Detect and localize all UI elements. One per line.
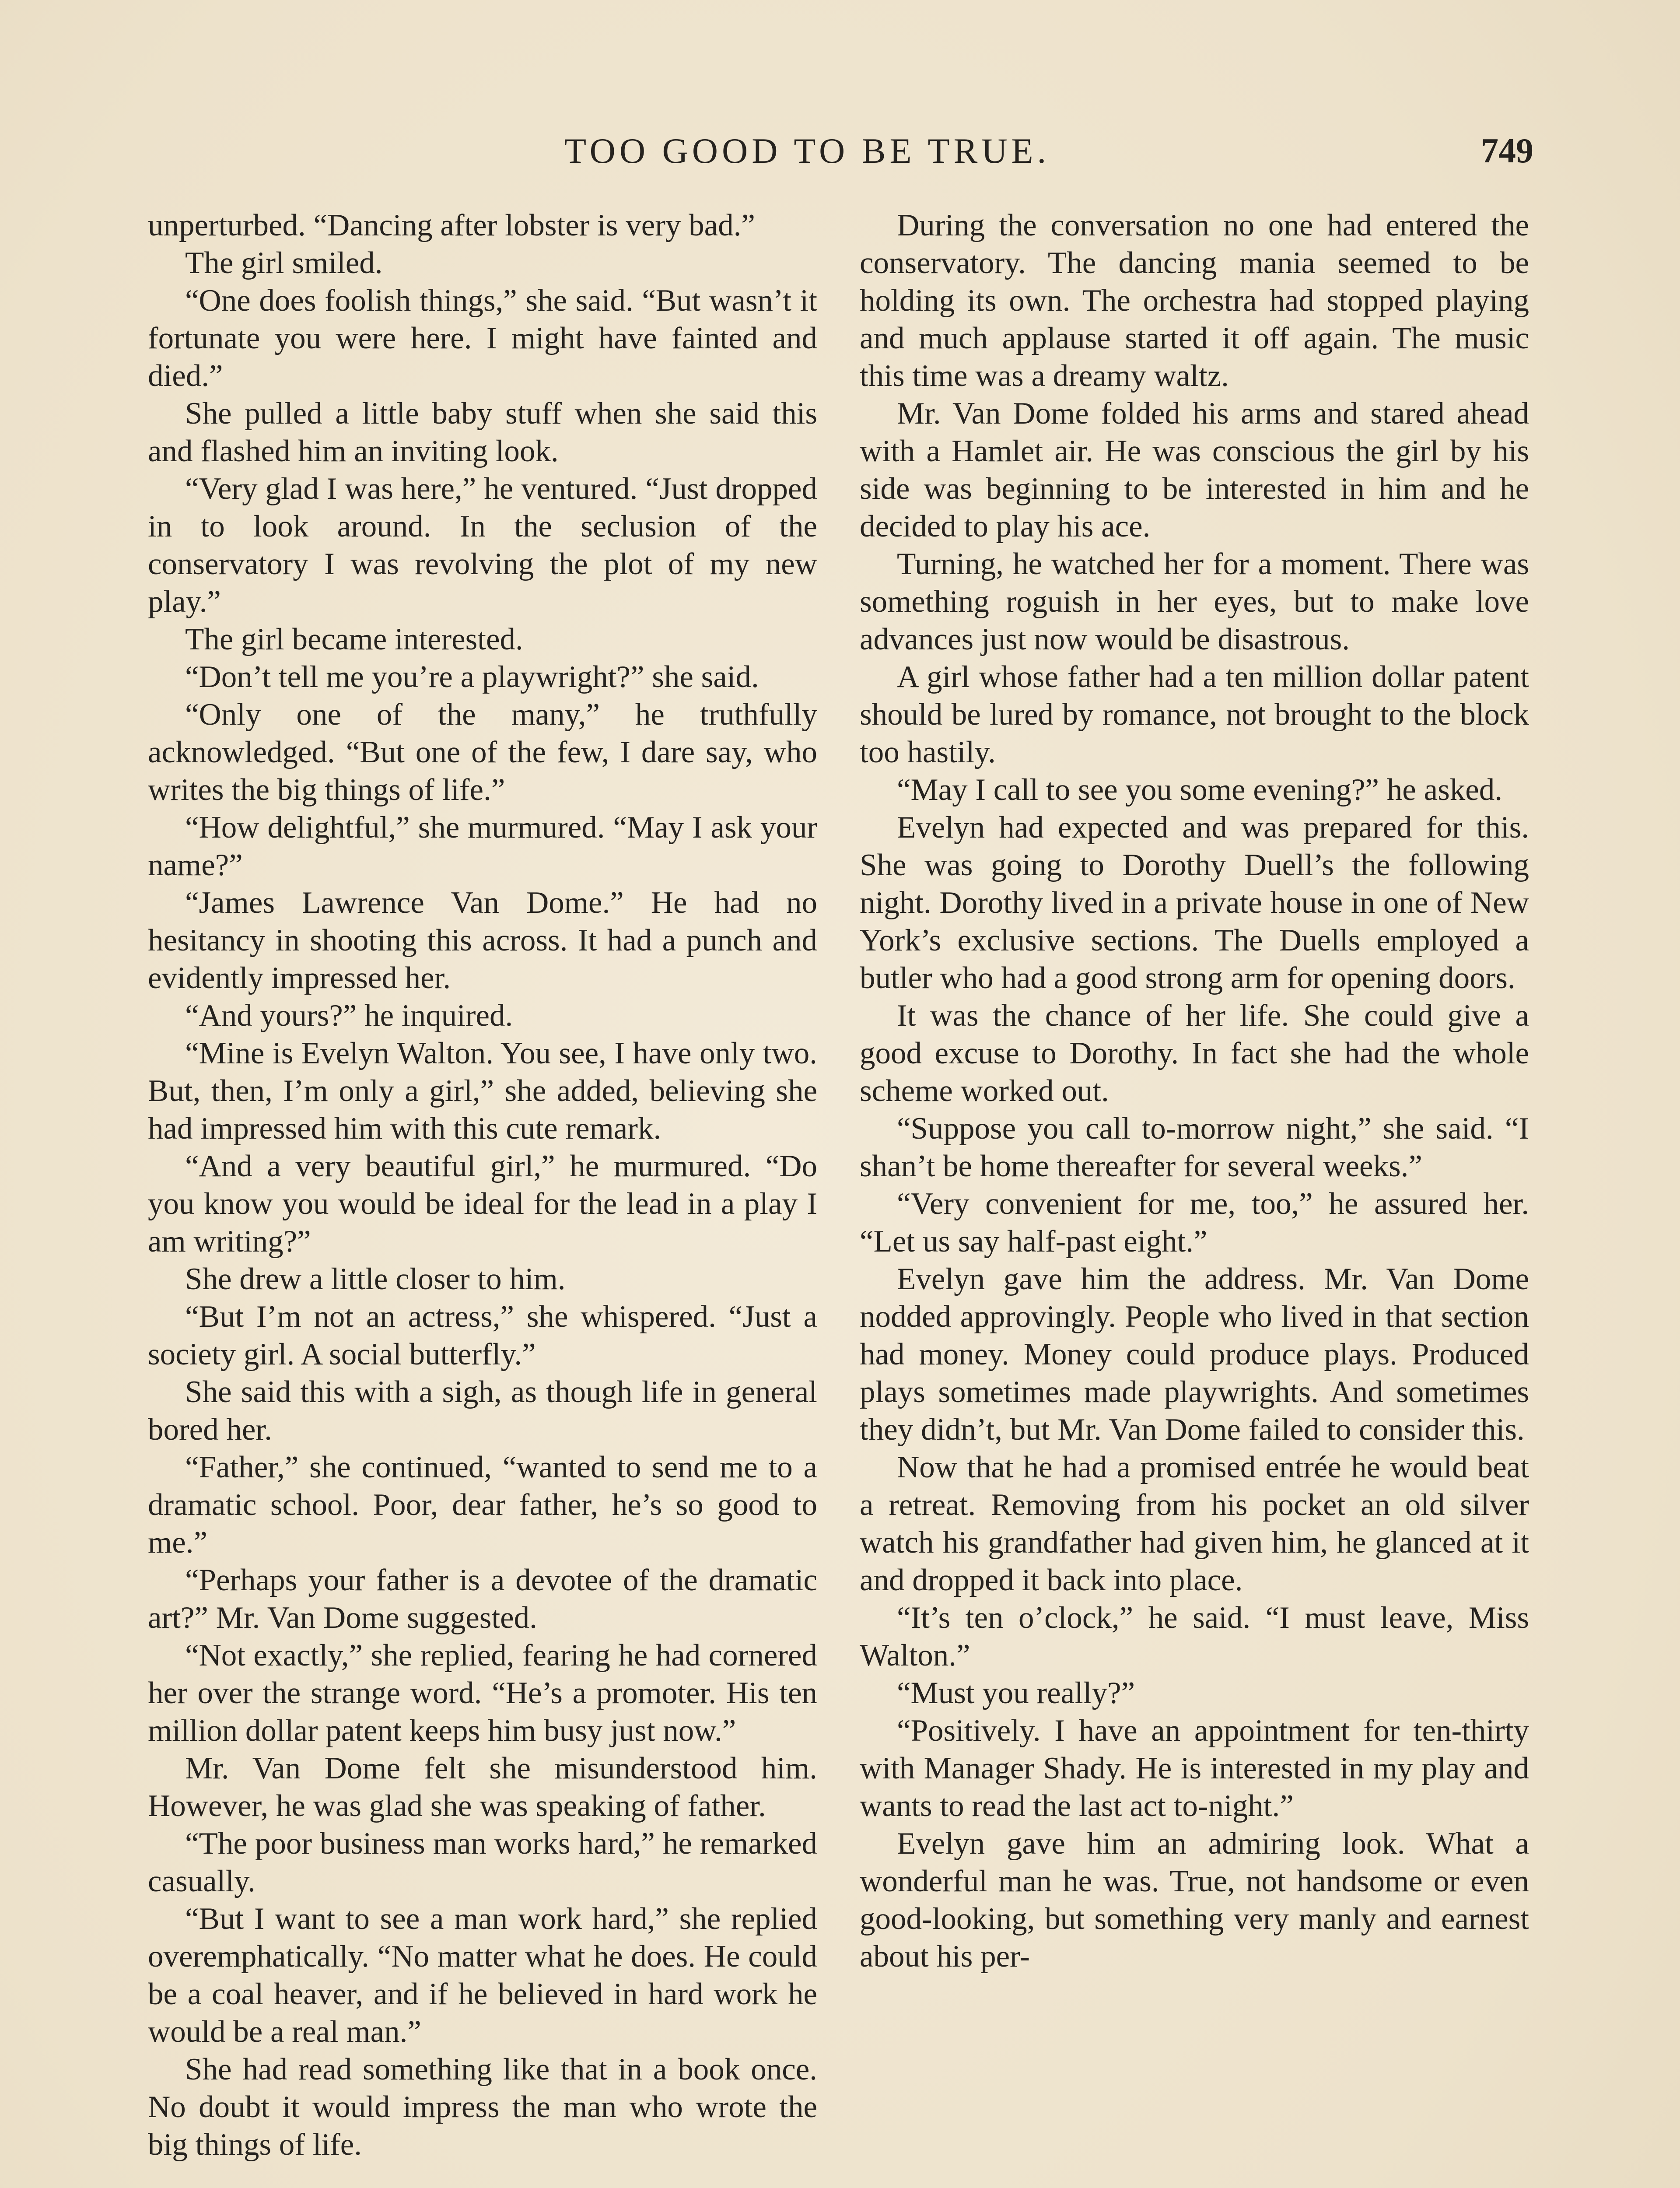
paragraph: She had read something like that in a book once. No doubt it would impress the man who wrote the big things of life. [148,2052,817,2162]
paragraph: Evelyn had expected and was prepared for this. She was going to Dorothy Duell’s the following night. Dorothy lived in a private house in one of New York’s exclusive sections. The Duells employed a butler who had a good strong arm for opening doors. [860,810,1529,995]
running-title: TOO GOOD TO BE TRUE. [564,131,1050,171]
paragraph: “But I’m not an actress,” she whispered. “Just a society girl. A social butterfly.” [148,1300,817,1371]
paragraph: “And a very beautiful girl,” he murmured. “Do you know you would be ideal for the lead in a play I am writing?” [148,1149,817,1259]
paragraph: Evelyn gave him an admiring look. What a wonderful man he was. True, not handsome or even good-looking, but something very manly and earnest about his per- [860,1827,1529,1974]
paragraph: Turning, he watched her for a moment. There was something roguish in her eyes, but to make love advances just now would be disastrous. [860,547,1529,656]
paragraph: “Don’t tell me you’re a playwright?” she said. [185,660,759,694]
paragraph: Evelyn gave him the address. Mr. Van Dome nodded approvingly. People who lived in that section had money. Money could produce plays. Produced plays sometimes made playwrights. And sometimes they didn’t, but Mr. Van Dome failed to consider this. [860,1262,1529,1447]
paragraph: unperturbed. “Dancing after lobster is very bad.” [148,208,755,242]
paragraph: “Only one of the many,” he truthfully acknowledged. “But one of the few, I dare say, who writes the big things of life.” [148,698,817,807]
paragraph: “Must you really?” [897,1676,1135,1710]
paragraph: The girl smiled. [185,246,383,280]
paragraph: “Father,” she continued, “wanted to send me to a dramatic school. Poor, dear father, he’s so good to me.” [148,1450,817,1560]
paragraph: “But I want to see a man work hard,” she replied overemphatically. “No matter what he does. He could be a coal heaver, and if he believed in hard work he would be a real man.” [148,1902,817,2049]
paragraph: It was the chance of her life. She could give a good excuse to Dorothy. In fact she had the whole scheme worked out. [860,999,1529,1108]
paragraph: A girl whose father had a ten million dollar patent should be lured by romance, not brought to the block too hastily. [860,660,1529,769]
right-column [860,207,1529,1975]
paragraph: “Suppose you call to-morrow night,” she said. “I shan’t be home thereafter for several weeks.” [860,1112,1529,1183]
paragraph: “The poor business man works hard,” he remarked casually. [148,1827,817,1898]
paragraph: “May I call to see you some evening?” he asked. [897,773,1502,807]
paragraph: Mr. Van Dome felt she misunderstood him. However, he was glad she was speaking of father. [148,1751,817,1823]
paragraph: “Not exactly,” she replied, fearing he had cornered her over the strange word. “He’s a promoter. His ten million dollar patent keeps him busy just now.” [148,1638,817,1748]
paragraph: “James Lawrence Van Dome.” He had no hesitancy in shooting this across. It had a punch and evidently impressed her. [148,886,817,995]
paragraph: “Mine is Evelyn Walton. You see, I have only two. But, then, I’m only a girl,” she added, believing she had impressed him with this cute remark. [148,1036,817,1146]
page-number: 749 [1481,132,1533,170]
paragraph: Mr. Van Dome folded his arms and stared ahead with a Hamlet air. He was conscious the girl by his side was beginning to be interested in him and he decided to play his ace. [860,396,1529,543]
paragraph: “Perhaps your father is a devotee of the dramatic art?” Mr. Van Dome suggested. [148,1563,817,1635]
paragraph: During the conversation no one had entered the conservatory. The dancing mania seemed to be holding its own. The orchestra had stopped playing and much applause started it off again. The music this time was a dreamy waltz. [860,208,1529,393]
paragraph: “Positively. I have an appointment for ten-thirty with Manager Shady. He is interested in my play and wants to read the last act to-night.” [860,1714,1529,1823]
paragraph: “It’s ten o’clock,” he said. “I must leave, Miss Walton.” [860,1601,1529,1673]
paragraph: “And yours?” he inquired. [185,999,513,1033]
left-column [148,207,817,2163]
running-head [0,127,1680,175]
paragraph: “One does foolish things,” she said. “But wasn’t it fortunate you were here. I might have fainted and died.” [148,284,817,393]
paragraph: The girl became interested. [185,622,523,656]
paragraph: “Very convenient for me, too,” he assured her. “Let us say half-past eight.” [860,1187,1529,1259]
paragraph: Now that he had a promised entrée he would beat a retreat. Removing from his pocket an old silver watch his grandfather had given him, he glanced at it and dropped it back into place. [860,1450,1529,1597]
paragraph: She said this with a sigh, as though life in general bored her. [148,1375,817,1447]
paragraph: She pulled a little baby stuff when she said this and flashed him an inviting look. [148,396,817,468]
paragraph: She drew a little closer to him. [185,1262,566,1296]
paragraph: “How delightful,” she murmured. “May I ask your name?” [148,810,817,882]
paragraph: “Very glad I was here,” he ventured. “Just dropped in to look around. In the seclusion of the conservatory I was revolving the plot of my new play.” [148,472,817,619]
